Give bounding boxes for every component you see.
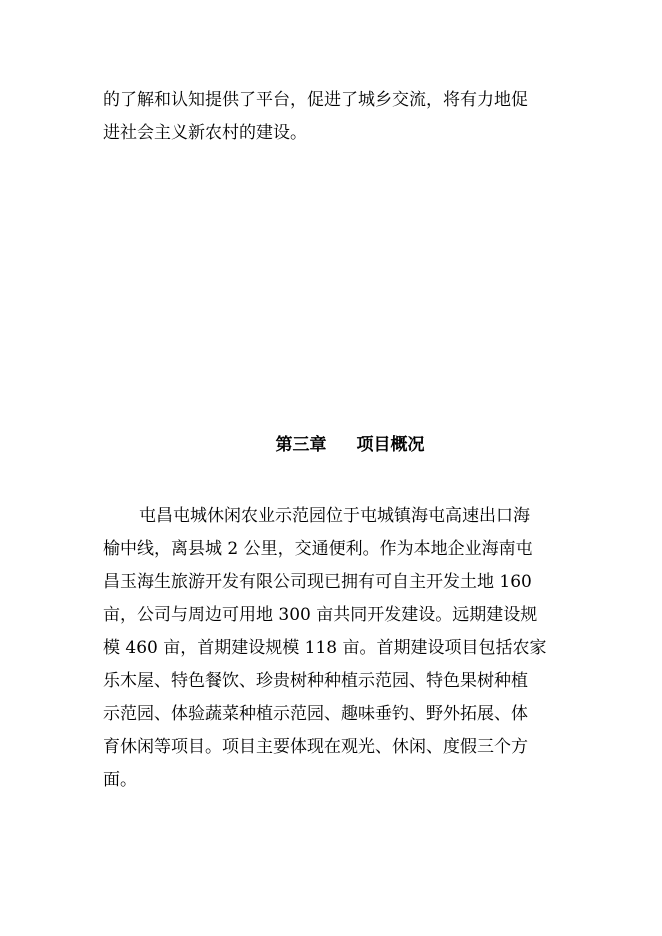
continuation-paragraph: [103, 84, 553, 150]
chapter-number: 第三章: [275, 435, 327, 455]
paragraph-line: 育休闲等项目。项目主要体现在观光、休闲、度假三个方: [103, 737, 528, 757]
chapter-title: 项目概况: [356, 435, 425, 455]
paragraph-line: 模 460 亩，首期建设规模 118 亩。首期建设项目包括农家: [103, 638, 547, 658]
paragraph-line: 乐木屋、特色餐饮、珍贵树种种植示范园、特色果树种植: [103, 671, 528, 691]
paragraph-line: 面。: [103, 770, 137, 790]
overview-paragraph: [103, 500, 553, 797]
paragraph-line: 示范园、体验蔬菜种植示范园、趣味垂钓、野外拓展、体: [103, 704, 528, 724]
paragraph-line: 屯昌屯城休闲农业示范园位于屯城镇海屯高速出口海: [139, 506, 530, 526]
paragraph-line: 亩，公司与周边可用地 300 亩共同开发建设。远期建设规: [103, 605, 538, 625]
paragraph-line: 昌玉海生旅游开发有限公司现已拥有可自主开发土地 160: [103, 572, 532, 592]
paragraph-line: 进社会主义新农村的建设。: [103, 123, 307, 143]
paragraph-line: 榆中线，离县城 2 公里，交通便利。作为本地企业海南屯: [103, 539, 533, 559]
paragraph-line: 的了解和认知提供了平台，促进了城乡交流，将有力地促: [103, 90, 528, 110]
chapter-heading: [0, 430, 662, 460]
